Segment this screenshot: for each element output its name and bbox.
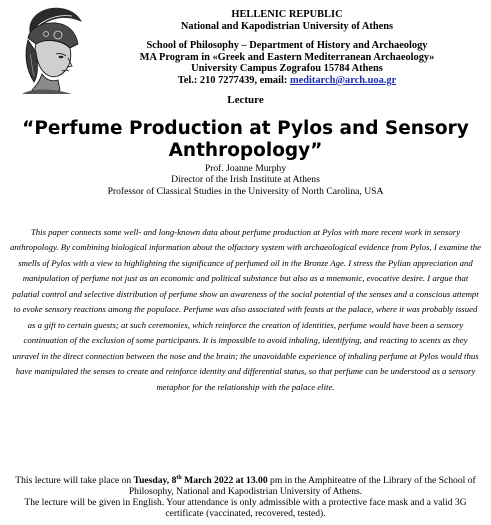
campus-address: University Campus Zografou 15784 Athens [191, 63, 383, 75]
venue-post-text: pm in the Amphiteatre of the Library of the School of Philosophy, National and Kapodistrian University of Athens. [128, 475, 476, 497]
venue-line [6, 475, 485, 497]
lecture-title: “Perfume Production at Pylos and Sensory Anthropology” [22, 118, 469, 161]
speaker-role-director: Director of the Irish Institute at Athens [171, 174, 320, 186]
school-name: School of Philosophy – Department of History and Archaeology [146, 40, 428, 52]
email-link[interactable]: meditarch@arch.uoa.gr [289, 74, 397, 86]
institution-header [92, 9, 482, 87]
republic-name: HELLENIC REPUBLIC [231, 9, 343, 20]
speaker-name: Prof. Joanne Murphy [204, 163, 287, 174]
lecture-details [6, 475, 485, 519]
date-suffix: th [176, 474, 182, 481]
date-main: Tuesday, 8 [133, 475, 177, 486]
lecture-date [134, 475, 268, 486]
venue-pre-text: This lecture will take place on [15, 475, 134, 486]
program-name: MA Program in «Greek and Eastern Mediterranean Archaeology» [139, 51, 435, 63]
date-rest: March 2022 at 13.00 [181, 475, 268, 486]
university-name: National and Kapodistrian University of Athens [180, 20, 394, 32]
lecture-label: Lecture [227, 94, 264, 106]
speaker-role-professor: Professor of Classical Studies in the University of North Carolina, USA [107, 185, 384, 197]
contact-line [92, 75, 482, 87]
attendance-note: The lecture will be given in English. Your attendance is only admissible with a protective face mask and a valid 3G certificate (vaccinated, recovered, tested). [24, 497, 467, 519]
speaker-info [0, 163, 491, 197]
athena-logo [12, 4, 90, 96]
telephone-text: Tel.: 210 7277439, email: [177, 74, 290, 86]
lecture-abstract: This paper connects some well- and long-known data about perfume production at Pylos with more recent work in sensory anthropology. By combining biological information about the olfactory system with archaeological evidence from Pylos, I examine the smells of Pylos with a view to highlighting the significance of perfumed oil in the Bronze Age. I stress the Pylian appreciation and manipulation of perfume not just as an economic and political substance but also as a mnemonic, evocative desire. I argue that palatial control and selective distribution of perfume show an awareness of the social potential of the senses and a conscious attempt to evoke sensory reactions among the populace. Perfume was also associated with feasts at the palace, where it was probably issued as a gift to certain guests; at such ceremonies, which reinforce the creation of identities, perfume would have been a sensory continuation of the exclusion of some participants. It is impossible to avoid inhaling, identifying, and reacting to scents as they unravel in the direct connection between the nose and the brain; the unavoidable experience of inhaling perfume at Pylos would thus have manipulated the senses to create and reinforce identity and differential status, so that perfume can be understood as a sensory metaphor for the relationship with the palace elite. [10, 227, 481, 392]
